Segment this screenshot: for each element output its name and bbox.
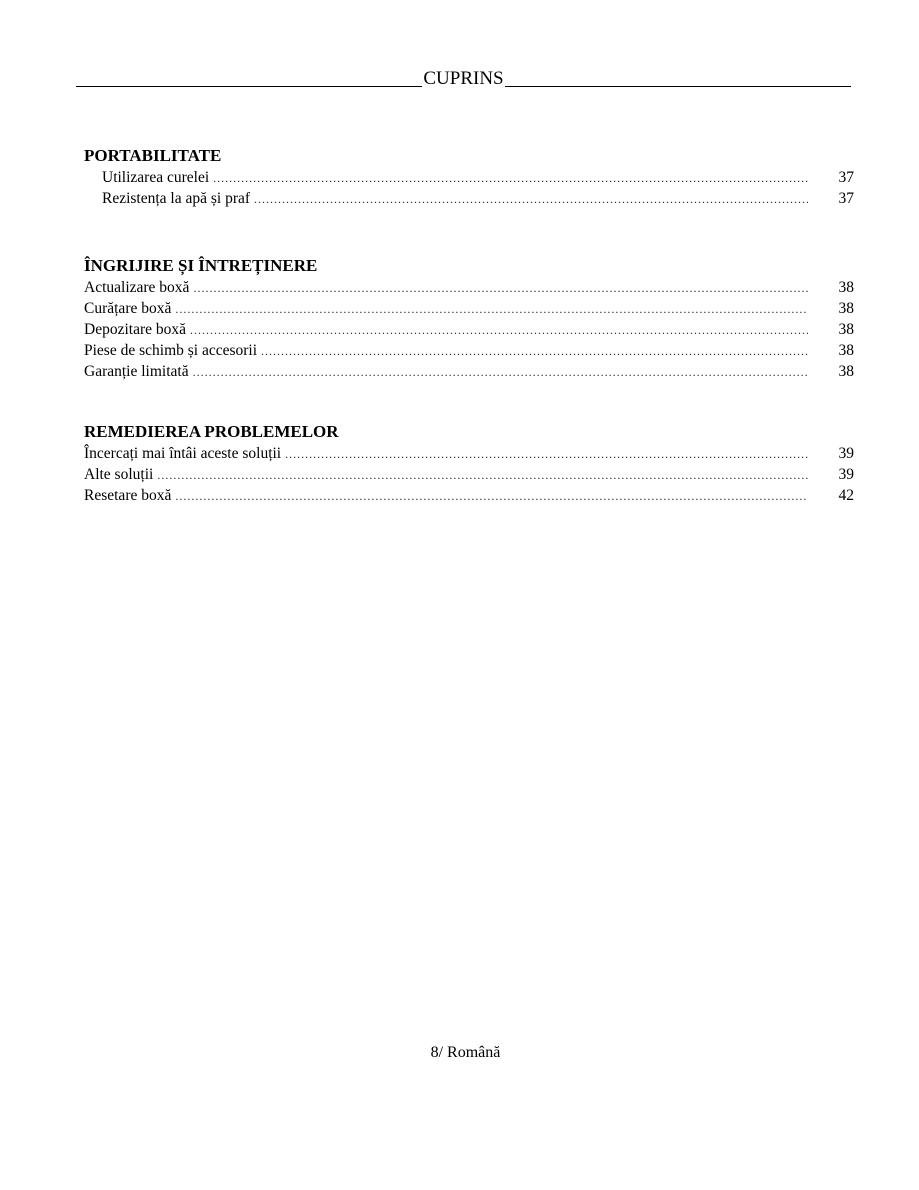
toc-entry-page: 38 xyxy=(838,342,854,359)
toc-section-ingrijire xyxy=(84,256,854,382)
toc-entry[interactable] xyxy=(84,167,854,188)
dot-leader xyxy=(157,465,808,486)
toc-entry-label: Piese de schimb și accesorii xyxy=(84,342,258,359)
toc-entry-label: Utilizarea curelei xyxy=(102,169,210,186)
toc-entry[interactable] xyxy=(84,188,854,209)
toc-entry[interactable] xyxy=(84,443,854,464)
toc-entry[interactable] xyxy=(84,464,854,485)
dot-leader xyxy=(190,320,808,341)
toc-entry-label: Curățare boxă xyxy=(84,300,172,317)
toc-entry-page: 37 xyxy=(838,190,854,207)
toc-entry-page: 39 xyxy=(838,466,854,483)
dot-leader xyxy=(193,278,808,299)
dot-leader xyxy=(254,189,808,210)
section-title: PORTABILITATE xyxy=(84,146,222,165)
toc-entry-page: 38 xyxy=(838,279,854,296)
toc-section-remedierea xyxy=(84,422,854,506)
toc-entry-label: Depozitare boxă xyxy=(84,321,186,338)
dot-leader xyxy=(213,168,808,189)
dot-leader xyxy=(175,299,808,320)
toc-entry-label: Încercați mai întâi aceste soluții xyxy=(84,445,282,462)
section-title: ÎNGRIJIRE ȘI ÎNTREȚINERE xyxy=(84,256,318,275)
page-footer: 8/ Română xyxy=(430,1044,501,1061)
toc-entry-page: 38 xyxy=(838,300,854,317)
dot-leader xyxy=(193,362,808,383)
toc-entry-label: Alte soluții xyxy=(84,466,154,483)
toc-entry-page: 37 xyxy=(838,169,854,186)
toc-entry[interactable] xyxy=(84,361,854,382)
dot-leader xyxy=(285,444,808,465)
header-rule-left xyxy=(76,86,422,87)
toc-title: CUPRINS xyxy=(423,68,504,89)
toc-entry[interactable] xyxy=(84,277,854,298)
toc-entry-label: Garanție limitată xyxy=(84,363,189,380)
toc-entry-page: 38 xyxy=(838,321,854,338)
toc-entry[interactable] xyxy=(84,319,854,340)
toc-entry-page: 42 xyxy=(838,487,854,504)
dot-leader xyxy=(175,486,808,507)
dot-leader xyxy=(261,341,808,362)
toc-header xyxy=(76,66,851,90)
toc-entry[interactable] xyxy=(84,485,854,506)
toc-entry[interactable] xyxy=(84,298,854,319)
section-title: REMEDIEREA PROBLEMELOR xyxy=(84,422,339,441)
toc-entry-label: Rezistența la apă și praf xyxy=(102,190,251,207)
toc-entry-label: Actualizare boxă xyxy=(84,279,190,296)
toc-section-portabilitate xyxy=(84,146,854,209)
toc-entry-page: 38 xyxy=(838,363,854,380)
toc-entry-label: Resetare boxă xyxy=(84,487,172,504)
toc-entry[interactable] xyxy=(84,340,854,361)
header-rule-right xyxy=(505,86,851,87)
toc-entry-page: 39 xyxy=(838,445,854,462)
